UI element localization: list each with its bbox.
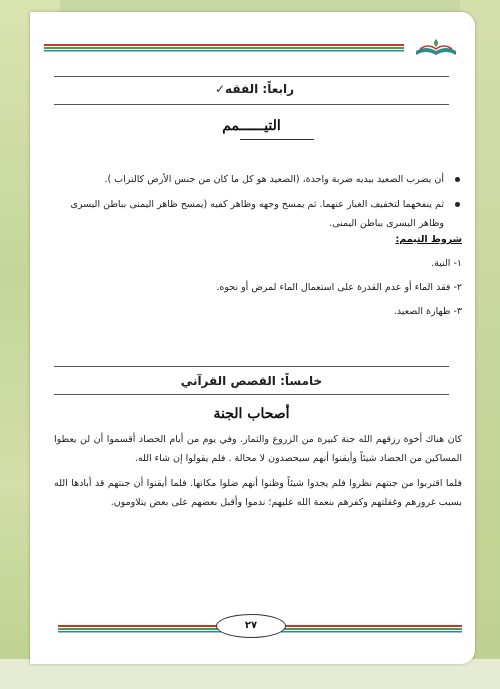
list-item: ثم ينفخهما لتخفيف الغبار عنهما. ثم يمسح وجهه وظاهر كفيه (يمسح ظاهر اليمنى بباطن اليسرى وظاهر اليسرى بباطن اليمنى. xyxy=(54,195,462,233)
header-ornament xyxy=(44,36,462,58)
list-item: أن يضرب الصعيد بيديه ضربة واحدة، (الصعيد هو كل ما كان من جنس الأرض كالتراب ). xyxy=(54,170,462,189)
list-item: ٢- فقد الماء أو عدم القدرة على استعمال الماء لمرض أو نحوه. xyxy=(216,282,462,293)
section-divider xyxy=(54,76,449,77)
section-heading-quranic-stories: خامساً: القصص القرآني xyxy=(180,374,323,388)
book-logo-icon xyxy=(416,39,456,55)
conditions-heading: شروط التيمم: xyxy=(395,234,462,245)
section-divider xyxy=(54,104,449,105)
conditions-list xyxy=(54,258,462,330)
page-number: ٢٧ xyxy=(216,614,286,638)
story-paragraph: فلما اقتربوا من جنتهم نظروا فلم يجدوا شيئاً وظنوا أنهم ضلوا مكانها. فلما أيقنوا أن جنتهم قد أبادها الله بسبب غرورهم وغفلتهم وكفرهم بنعمة الله عليهم؛ ندموا وأقبل بعضهم على بعض يتلاومون. xyxy=(54,478,462,508)
section-divider xyxy=(54,394,449,395)
story-title: أصحاب الجنة xyxy=(213,406,290,422)
bullet-icon xyxy=(455,177,460,182)
section-heading-fiqh: رابعاً: الفقه✓ xyxy=(214,82,294,96)
page-title: التيــــــمم xyxy=(222,118,281,134)
bullet-list xyxy=(54,170,462,239)
document-page xyxy=(30,12,475,664)
list-item: ٣- طهارة الصعيد. xyxy=(393,306,462,317)
section-divider xyxy=(54,366,449,367)
list-item: ١- النية. xyxy=(431,258,462,269)
bullet-icon xyxy=(455,202,460,207)
check-icon: ✓ xyxy=(214,82,226,96)
story-paragraph: كان هناك أخوة رزقهم الله جنة كبيرة من الزروع والثمار. وفي يوم من أيام الحصاد أقسموا أن لن يعطوا المساكين من الحصاد شيئاً وأيقنوا أنهم سيحصدون لا محالة . فلم يقولوا إن شاء الله. xyxy=(54,434,462,464)
title-underline xyxy=(240,139,314,140)
